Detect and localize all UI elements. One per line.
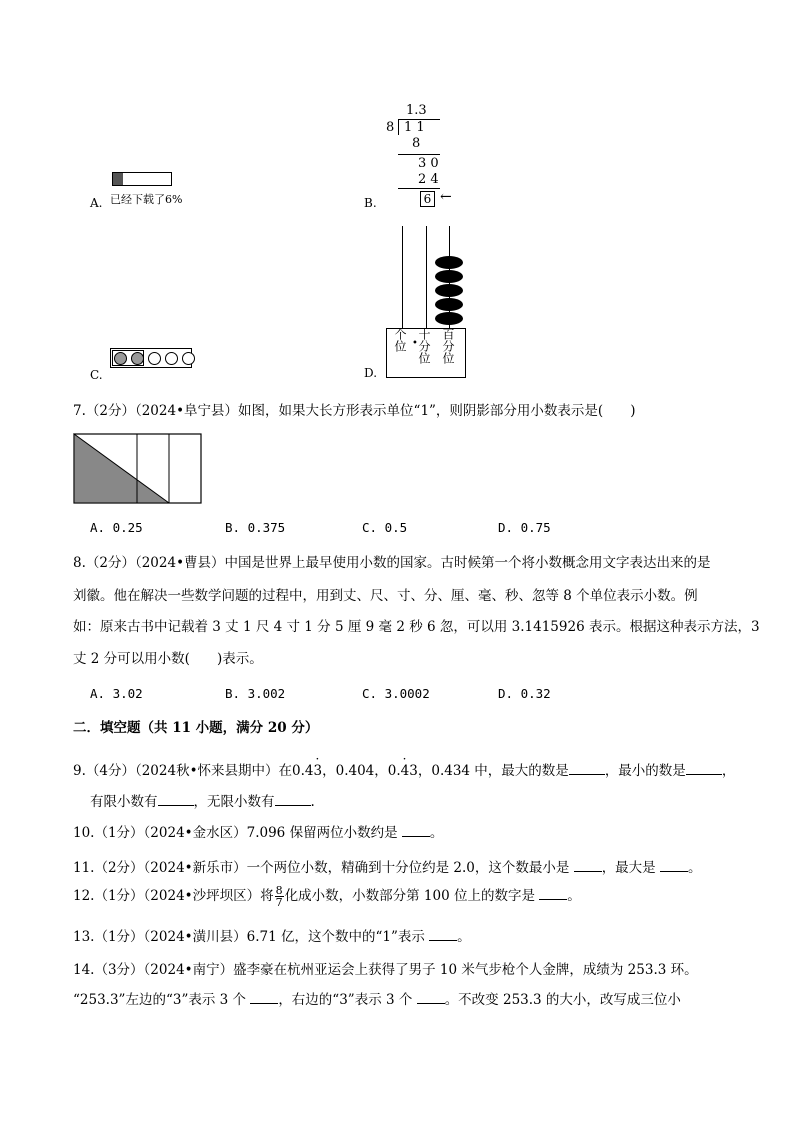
circle-filled (114, 352, 127, 365)
abacus-label-tenths: 十分位 (417, 328, 431, 364)
q9-text-2: ，最小的数是 (604, 763, 686, 779)
q8-option-a[interactable]: A. 3.02 (90, 686, 143, 701)
q11-end: 。 (687, 860, 702, 876)
question-8-line-2: 刘徽。他在解决一些数学问题的过程中，用到丈、尺、寸、分、厘、毫、秒、忽等 8 个单位表示小数。例 (73, 588, 698, 604)
q11-text: 11.（2分）（2024•新乐市）一个两位小数，精确到十分位约是 2.0，这个数最小是 (73, 860, 570, 876)
progress-fill (113, 173, 123, 185)
q7-rectangle-figure (73, 433, 203, 505)
q11-blank-min[interactable] (574, 859, 602, 872)
abacus-bead (435, 284, 463, 297)
q14-line2-c: 。不改变 253.3 的大小，改写成三位小 (444, 992, 681, 1008)
q9-number-2-repeating: 43 · (401, 763, 418, 779)
abacus-bead (435, 312, 463, 325)
circle-empty (182, 352, 195, 365)
q9-number-2: 0. (387, 763, 401, 779)
q9-line2-b: ，无限小数有 (193, 794, 275, 810)
abacus-decimal-dot: • (412, 338, 418, 349)
option-letter-d: D. (364, 366, 378, 380)
division-quotient: 1.3 (406, 103, 427, 118)
abacus-label-hundredths: 百分位 (441, 328, 455, 364)
q12-suffix: 化成小数，小数部分第 100 位上的数字是 (284, 888, 535, 904)
abacus-bead (435, 256, 463, 269)
q10-blank[interactable] (402, 824, 430, 837)
q14-blank-right[interactable] (417, 991, 445, 1004)
circle-filled (131, 352, 144, 365)
q10-end: 。 (429, 825, 444, 841)
abacus-bead (435, 298, 463, 311)
progress-bar (112, 172, 172, 186)
abacus-beads (435, 256, 463, 326)
division-subtrahend-1: 8 (412, 136, 421, 151)
option-letter-b: B. (364, 196, 377, 210)
q14-line2-b: ，右边的“3”表示 3 个 (278, 992, 413, 1008)
figure-b (362, 100, 482, 215)
q13-blank[interactable] (429, 928, 457, 941)
progress-caption: 已经下载了6% (110, 193, 183, 206)
question-14-line-2 (73, 988, 681, 1008)
question-7-text: 7.（2分）（2024•阜宁县）如图，如果大长方形表示单位“1”，则阴影部分用小数表示是( ) (73, 403, 636, 419)
division-line-2 (398, 188, 440, 189)
division-bracket (398, 119, 399, 135)
q9-blank-largest[interactable] (569, 762, 605, 775)
question-11 (73, 856, 701, 876)
q7-option-a[interactable]: A. 0.25 (90, 520, 143, 535)
q9-number-1-repeating: 3 · (314, 763, 323, 779)
division-line-1 (398, 154, 440, 155)
q13-end: 。 (457, 929, 471, 945)
question-8-line-1: 8.（2分）（2024•曹县）中国是世界上最早使用小数的国家。古时候第一个将小数概念用文字表达出来的是 (73, 555, 711, 571)
q8-option-d[interactable]: D. 0.32 (498, 686, 551, 701)
q12-numerator: 8 (275, 884, 283, 897)
abacus-rod-tenths (426, 226, 427, 328)
q9-number-1: 0.4 (292, 763, 314, 779)
q12-denominator: 7 (275, 896, 283, 909)
circles-row (113, 351, 196, 366)
q9-blank-smallest[interactable] (686, 762, 722, 775)
q12-fraction (275, 885, 284, 908)
q13-text: 13.（1分）（2024•潢川县）6.71 亿，这个数中的“1”表示 (73, 929, 425, 945)
q8-option-b[interactable]: B. 3.002 (225, 686, 286, 701)
question-10 (73, 821, 443, 841)
q8-option-c[interactable]: C. 3.0002 (362, 686, 430, 701)
q7-option-c[interactable]: C. 0.5 (362, 520, 408, 535)
option-letter-a: A. (90, 196, 103, 210)
question-9-line-2 (90, 790, 315, 810)
q9-mid: ，0.434 中，最大的数是 (417, 763, 569, 779)
q9-blank-infinite[interactable] (275, 793, 311, 806)
q9-prefix: 9.（4分）（2024秋•怀来县期中）在 (73, 763, 293, 779)
question-13 (73, 925, 471, 945)
q7-option-d[interactable]: D. 0.75 (498, 520, 551, 535)
figure-a (90, 168, 200, 210)
question-14-line-1: 14.（3分）（2024•南宁）盛李豪在杭州亚运会上获得了男子 10 米气步枪个人金牌，成绩为 253.3 环。 (73, 962, 698, 978)
division-divisor: 8 (386, 120, 395, 135)
division-remainder-1: 3 0 (418, 156, 439, 171)
q9-line2-c: . (310, 794, 315, 810)
division-dividend: 1 1 (404, 120, 425, 135)
q10-text: 10.（1分）（2024•金水区）7.096 保留两位小数约是 (73, 825, 398, 841)
arrow-left-icon: ← (440, 189, 452, 205)
circle-empty (165, 352, 178, 365)
q11-mid: ，最大是 (601, 860, 656, 876)
division-subtrahend-2: 2 4 (418, 172, 439, 187)
section-2-title: 二．填空题（共 11 小题，满分 20 分） (73, 720, 319, 736)
abacus-bead (435, 270, 463, 283)
q9-blank-finite[interactable] (158, 793, 194, 806)
q12-end: 。 (567, 888, 581, 904)
circle-empty (148, 352, 161, 365)
q11-blank-max[interactable] (660, 859, 688, 872)
q12-prefix: 12.（1分）（2024•沙坪坝区）将 (73, 888, 274, 904)
question-12 (73, 884, 581, 908)
q7-option-b[interactable]: B. 0.375 (225, 520, 286, 535)
q9-sep: ，0.404， (322, 763, 388, 779)
abacus-label-ones: 个位 (393, 328, 407, 352)
figure-d (362, 222, 482, 382)
figure-c (90, 345, 200, 385)
abacus-rod-ones (402, 226, 403, 328)
question-8-line-4: 丈 2 分可以用小数( )表示。 (73, 651, 263, 667)
q14-blank-left[interactable] (250, 991, 278, 1004)
q14-line2-a: “253.3”左边的“3”表示 3 个 (73, 992, 247, 1008)
question-9-line-1 (73, 759, 735, 779)
division-boxed-remainder: 6 (420, 191, 435, 207)
q12-blank[interactable] (539, 887, 567, 900)
option-letter-c: C. (90, 368, 103, 382)
q9-line2-a: 有限小数有 (90, 794, 158, 810)
question-8-line-3: 如：原来古书中记载着 3 丈 1 尺 4 寸 1 分 5 厘 9 毫 2 秒 6 忽，可以用 3.1415926 表示。根据这种表示方法，3 (73, 619, 760, 635)
q9-text-3: ， (721, 763, 736, 779)
circle-box (110, 348, 192, 368)
